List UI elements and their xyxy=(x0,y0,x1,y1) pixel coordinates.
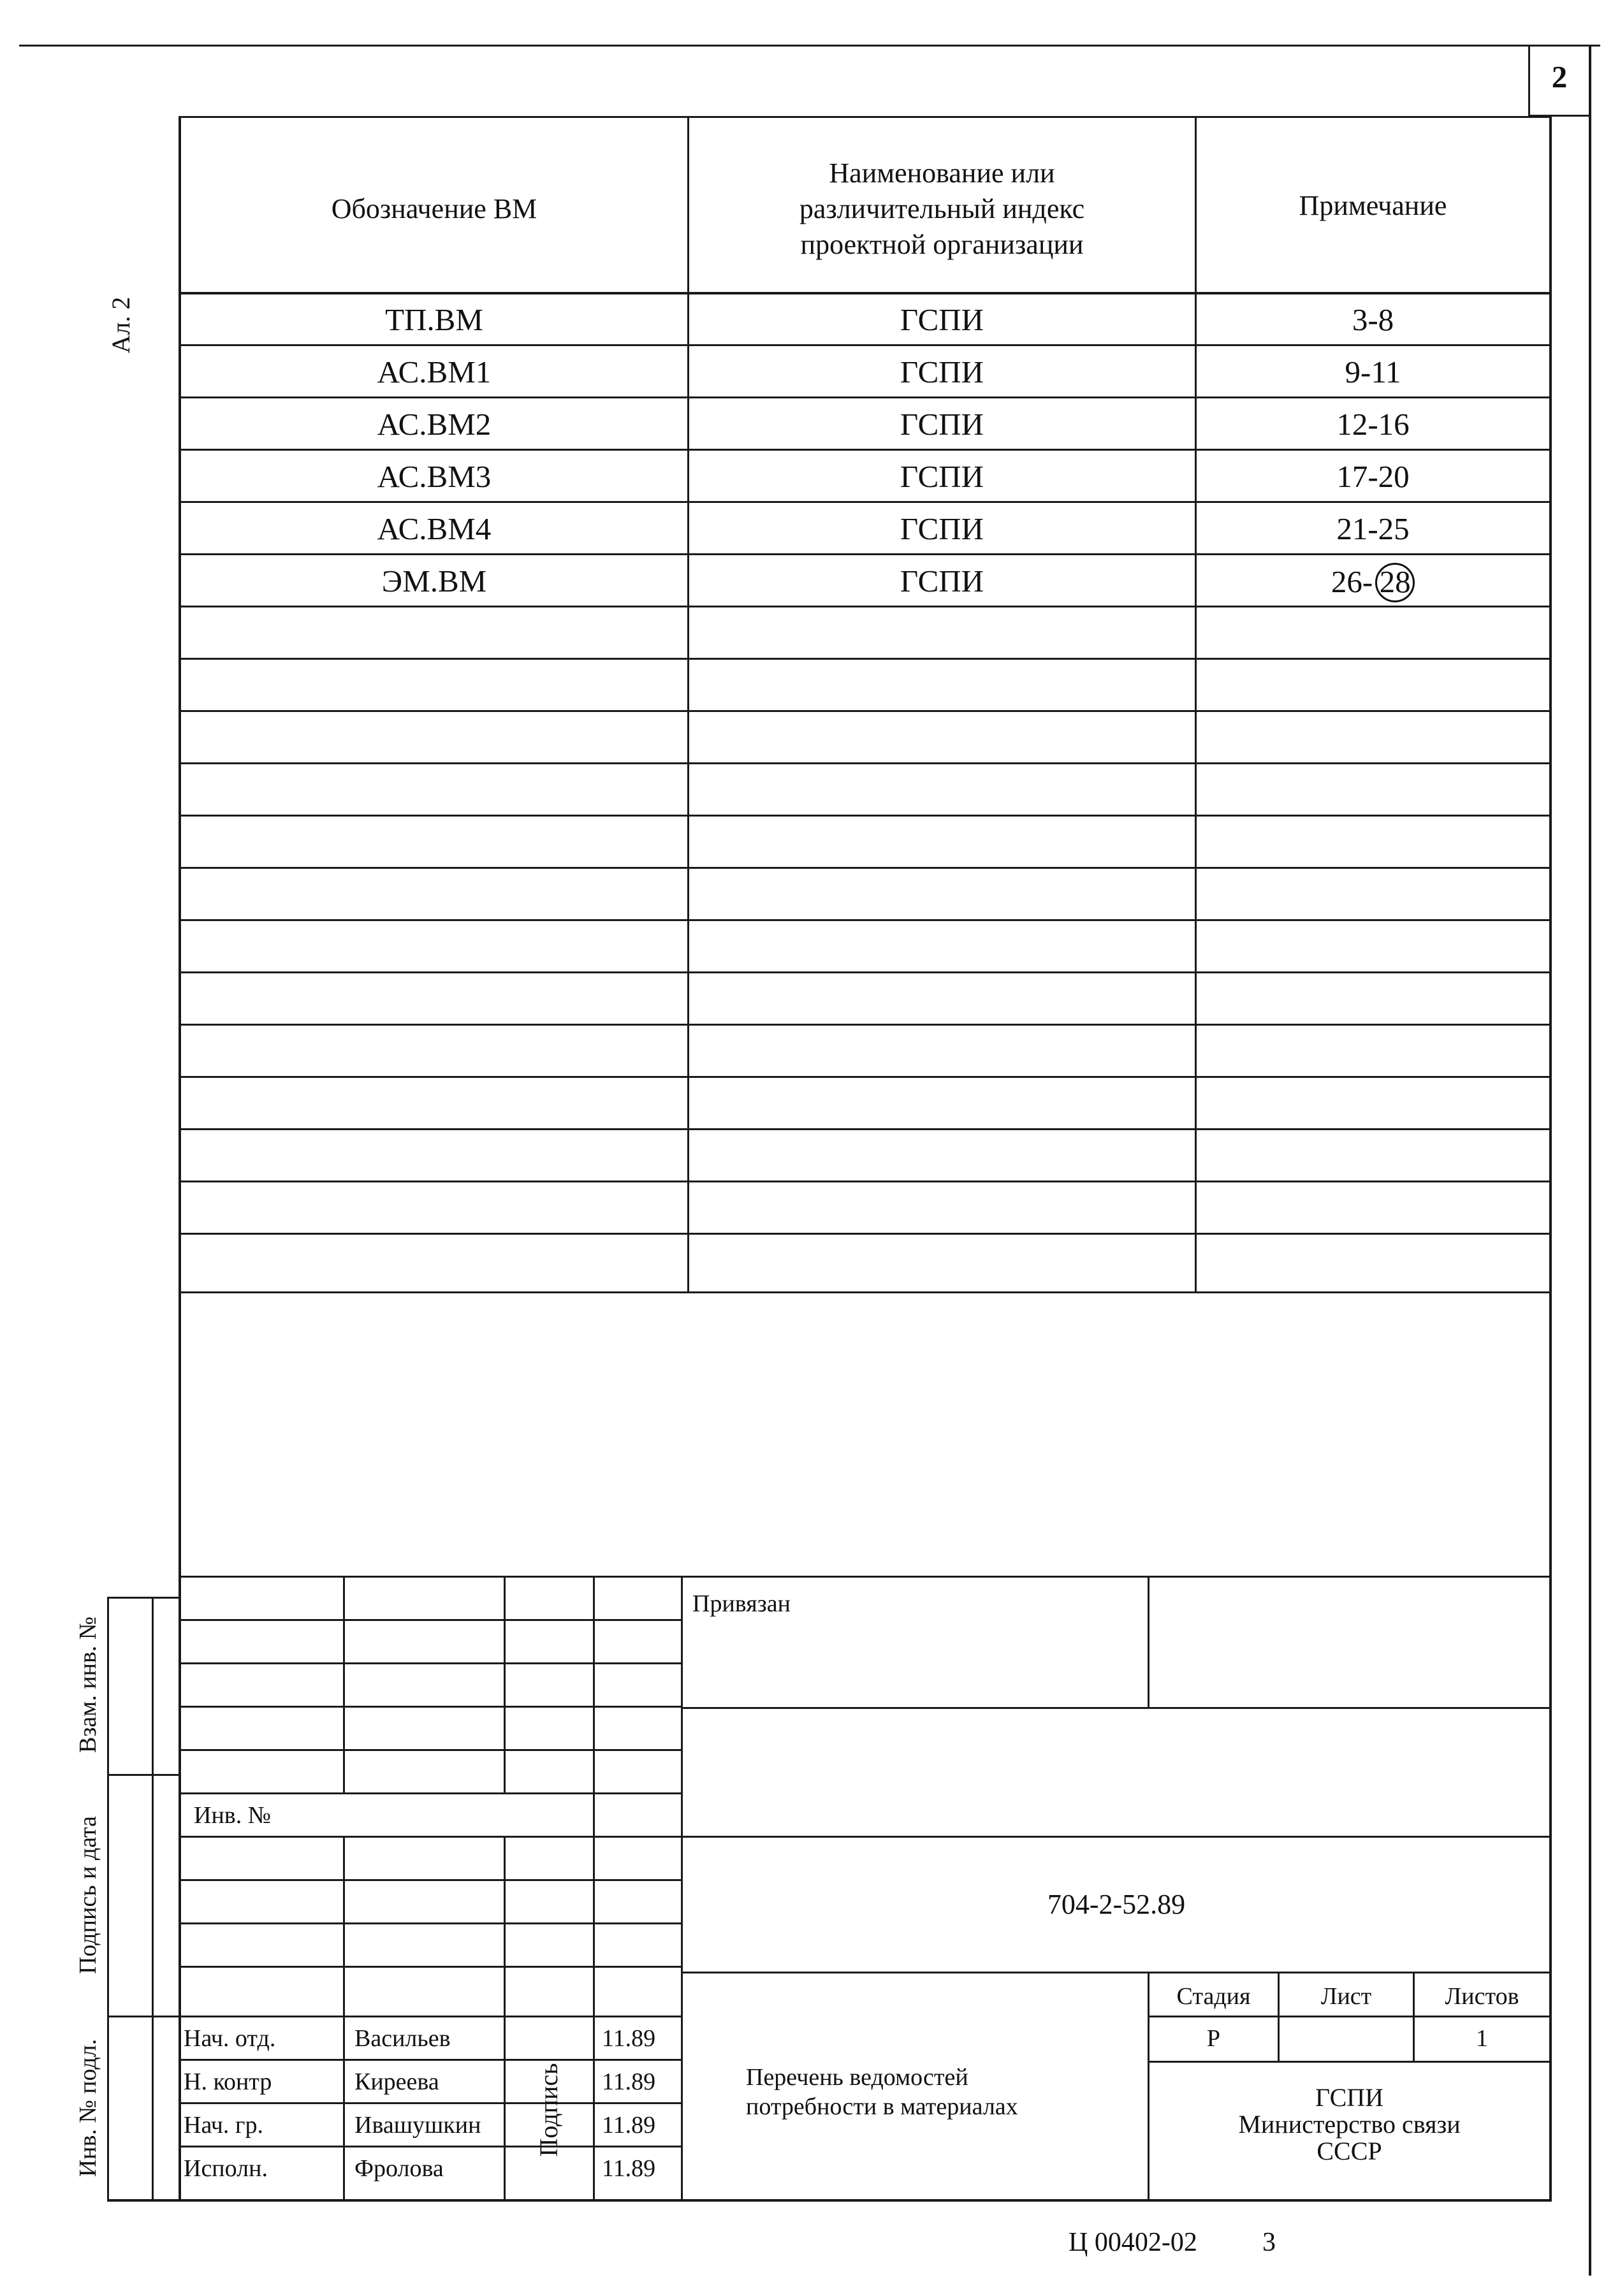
document-title xyxy=(746,2063,1018,2121)
row-line xyxy=(179,1128,1552,1130)
signer-date: 11.89 xyxy=(602,2155,656,2182)
cell-org: ГСПИ xyxy=(900,459,984,494)
organization xyxy=(1149,2084,1549,2165)
stage-values-bottom xyxy=(1148,2061,1552,2063)
table-row xyxy=(181,354,1549,392)
row-line xyxy=(179,919,1552,921)
grid-h xyxy=(179,1922,683,1924)
cell-org: ГСПИ xyxy=(900,407,984,442)
sheets-header: Листов xyxy=(1445,1983,1519,2010)
note-prefix: 26- xyxy=(1331,564,1373,599)
signer-name: Васильев xyxy=(354,2025,451,2052)
cell-designation: АС.ВМ1 xyxy=(377,354,492,389)
privyazan-bottom xyxy=(681,1707,1552,1709)
row-line xyxy=(179,344,1552,346)
circled-page-number: 28 xyxy=(1375,563,1415,602)
document-title-line2: потребности в материалах xyxy=(746,2093,1018,2120)
stage-header-bottom xyxy=(1148,2016,1552,2017)
signer-date: 11.89 xyxy=(602,2025,656,2052)
table-row xyxy=(181,302,1549,340)
cell-note: 9-11 xyxy=(1345,354,1401,389)
signer-row xyxy=(181,2151,682,2189)
table-bottom xyxy=(179,1291,1552,1293)
row-line xyxy=(179,710,1552,712)
grid-h xyxy=(179,2146,593,2147)
stage-header: Стадия xyxy=(1176,1983,1251,2010)
row-line xyxy=(179,553,1552,555)
header-name xyxy=(689,156,1195,263)
code-top xyxy=(681,1836,1552,1838)
row-line xyxy=(179,815,1552,817)
top-rule xyxy=(19,45,1600,47)
row-line xyxy=(179,1181,1552,1182)
page-number: 2 xyxy=(1551,59,1568,94)
table-row xyxy=(181,563,1549,601)
stamp-top xyxy=(179,1576,1552,1578)
organization-line3: СССР xyxy=(1317,2137,1382,2165)
side-strip-inner xyxy=(152,1597,154,2201)
privyazan-sep xyxy=(1148,1576,1149,1708)
side-strip-sep1 xyxy=(107,1774,180,1776)
header-name-line1: Наименование или xyxy=(829,157,1055,189)
row-line xyxy=(179,658,1552,660)
row-line xyxy=(179,762,1552,764)
grid-h xyxy=(593,2059,683,2061)
signer-date: 11.89 xyxy=(602,2112,656,2139)
cell-org: ГСПИ xyxy=(900,563,984,599)
grid-h xyxy=(593,2102,683,2104)
side-label-podpis-data: Подпись и дата xyxy=(75,1815,101,1975)
signer-role: Исполн. xyxy=(184,2155,268,2182)
signer-row xyxy=(181,2021,682,2059)
grid-h xyxy=(179,1879,683,1881)
row-line xyxy=(179,1233,1552,1235)
sheet-header: Лист xyxy=(1320,1983,1372,2010)
album-label: Ал. 2 xyxy=(106,296,135,354)
grid-h xyxy=(179,1792,683,1794)
cell-designation: АС.ВМ4 xyxy=(377,511,492,546)
table-row xyxy=(181,406,1549,444)
grid-h xyxy=(593,2146,683,2147)
grid-v2 xyxy=(504,1576,506,1792)
signer-name: Фролова xyxy=(354,2155,444,2182)
grid-h xyxy=(179,1619,683,1621)
row-line xyxy=(179,606,1552,607)
signer-name: Киреева xyxy=(354,2068,439,2095)
header-name-line2: различительный индекс xyxy=(799,193,1085,224)
cell-org: ГСПИ xyxy=(900,511,984,546)
signature-label: Подпись xyxy=(534,2063,563,2157)
footer-number: 3 xyxy=(1262,2228,1276,2257)
side-label-vzam: Взам. инв. № xyxy=(75,1616,101,1754)
organization-line2: Министерство связи xyxy=(1238,2110,1461,2139)
grid-h xyxy=(179,2016,683,2017)
footer-code: Ц 00402-02 xyxy=(1069,2228,1197,2257)
grid-h xyxy=(179,1836,683,1838)
main-frame-bottom xyxy=(107,2199,1552,2202)
table-header-bottom xyxy=(179,292,1552,294)
signer-role: Нач. отд. xyxy=(184,2025,276,2052)
inv-no-label: Инв. № xyxy=(194,1802,271,1829)
row-line xyxy=(179,1024,1552,1026)
cell-designation: ТП.ВМ xyxy=(385,302,483,337)
row-line xyxy=(179,449,1552,451)
grid-h xyxy=(179,1706,683,1708)
cell-note: 21-25 xyxy=(1336,511,1410,546)
row-line xyxy=(179,1076,1552,1078)
cell-org: ГСПИ xyxy=(900,354,984,389)
organization-line1: ГСПИ xyxy=(1315,2083,1384,2112)
cell-designation: ЭМ.ВМ xyxy=(381,563,487,599)
signer-role: Нач. гр. xyxy=(184,2112,263,2139)
main-frame-top xyxy=(179,116,1552,118)
cell-note xyxy=(1197,563,1549,602)
grid-h xyxy=(179,2059,593,2061)
signer-row xyxy=(181,2107,682,2146)
header-name-line3: проектной организации xyxy=(800,229,1084,260)
sheets-value: 1 xyxy=(1476,2025,1488,2052)
side-strip-top xyxy=(107,1597,180,1599)
side-label-inv-podl: Инв. № подл. xyxy=(75,2038,101,2177)
code-bottom xyxy=(681,1972,1552,1973)
header-note: Примечание xyxy=(1299,190,1447,221)
signer-role: Н. контр xyxy=(184,2068,272,2095)
cell-designation: АС.ВМ3 xyxy=(377,459,492,494)
cell-designation: АС.ВМ2 xyxy=(377,407,492,442)
grid-h xyxy=(179,1662,683,1664)
grid-h xyxy=(179,1749,683,1751)
cell-org: ГСПИ xyxy=(900,302,984,337)
grid-v1 xyxy=(343,1576,345,1792)
row-line xyxy=(179,971,1552,973)
privyazan-label: Привязан xyxy=(692,1590,791,1617)
side-strip-outer xyxy=(107,1597,109,2201)
right-border xyxy=(1589,45,1591,2276)
signer-date: 11.89 xyxy=(602,2068,656,2095)
cell-note: 17-20 xyxy=(1336,459,1410,494)
table-row xyxy=(181,511,1549,549)
row-line xyxy=(179,396,1552,398)
document-title-line1: Перечень ведомостей xyxy=(746,2064,968,2091)
grid-h xyxy=(179,2102,593,2104)
grid-h xyxy=(179,1966,683,1968)
table-row xyxy=(181,458,1549,497)
header-designation: Обозначение ВМ xyxy=(331,193,537,224)
row-line xyxy=(179,867,1552,869)
signer-row xyxy=(181,2064,682,2102)
row-line xyxy=(179,501,1552,503)
cell-note: 3-8 xyxy=(1352,302,1394,337)
cell-note: 12-16 xyxy=(1336,407,1410,442)
signer-name: Ивашушкин xyxy=(354,2112,481,2139)
document-code: 704-2-52.89 xyxy=(1047,1889,1186,1920)
stage-value: Р xyxy=(1206,2025,1221,2052)
side-strip-sep2 xyxy=(107,2016,180,2017)
